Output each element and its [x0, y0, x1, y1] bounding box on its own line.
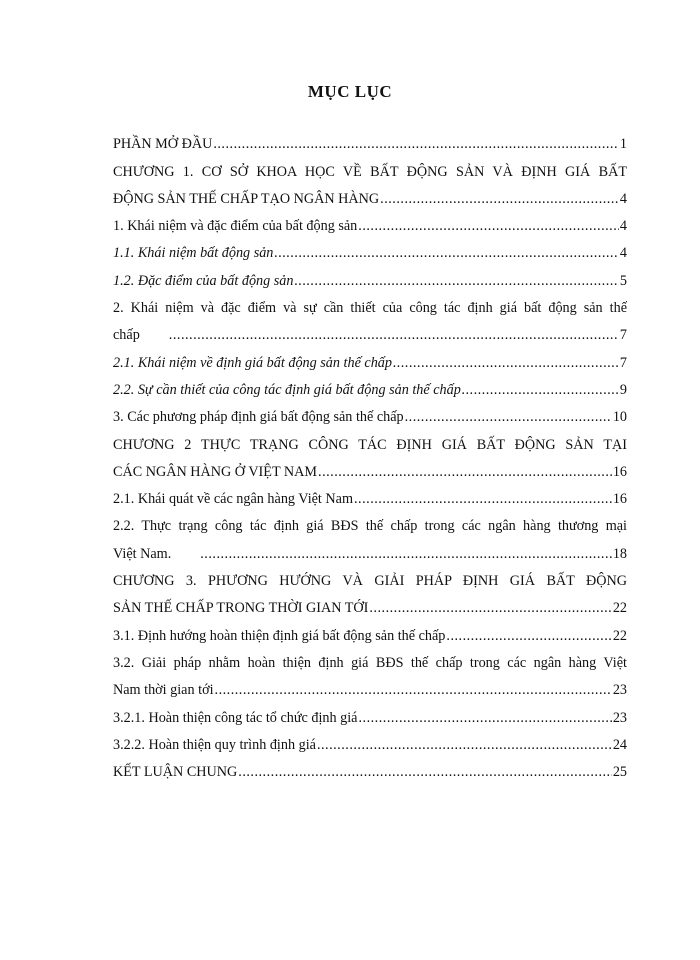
toc-entry-text: 2.1. Khái quát về các ngân hàng Việt Nam	[113, 491, 353, 508]
toc-page-number: 22	[612, 600, 627, 617]
dot-leader	[462, 381, 619, 399]
toc-page-number: 9	[619, 381, 627, 398]
toc-entry-text: 1.2. Đặc điểm của bất động sản	[113, 272, 294, 289]
toc-entry-muc2-2b-line1[interactable]	[113, 508, 627, 535]
toc-entry-text: 2.1. Khái niệm về định giá bất động sản thế chấp	[113, 354, 392, 371]
dot-leader	[380, 190, 619, 208]
toc-entry-muc1-1[interactable]	[113, 235, 627, 262]
toc-entry-muc3-1[interactable]	[113, 617, 627, 644]
toc-page-number: 23	[612, 682, 627, 699]
toc-entry-muc1-2[interactable]	[113, 262, 627, 289]
dot-leader	[294, 272, 618, 290]
toc-page-number: 16	[612, 491, 627, 508]
toc-entry-muc3[interactable]	[113, 399, 627, 426]
table-of-contents	[113, 126, 627, 781]
toc-entry-chuong3-line2[interactable]	[113, 590, 627, 617]
toc-entry-text: CHƯƠNG 2 THỰC TRẠNG CÔNG TÁC ĐỊNH GIÁ BẤT ĐỘNG SẢN TẠI	[113, 436, 627, 453]
toc-entry-text: 2.2. Thực trạng công tác định giá BĐS thế chấp trong các ngân hàng thương mại	[113, 518, 627, 535]
dot-leader	[354, 490, 612, 508]
toc-entry-muc2-line1[interactable]	[113, 290, 627, 317]
toc-entry-chuong3-line1[interactable]	[113, 563, 627, 590]
toc-entry-muc2-line2[interactable]	[113, 317, 627, 344]
dot-leader	[369, 599, 611, 617]
toc-entry-chuong1-line1[interactable]	[113, 153, 627, 180]
toc-entry-text: 3.2. Giải pháp nhằm hoàn thiện định giá BĐS thế chấp trong các ngân hàng Việt	[113, 654, 627, 671]
toc-entry-text: CÁC NGÂN HÀNG Ở VIỆT NAM	[113, 463, 318, 480]
toc-entry-chuong2-line1[interactable]	[113, 426, 627, 453]
toc-entry-text: KẾT LUẬN CHUNG	[113, 764, 238, 781]
toc-entry-phan-mo-dau[interactable]	[113, 126, 627, 153]
toc-page-number: 24	[612, 736, 627, 753]
toc-page-number: 16	[612, 463, 627, 480]
toc-page-number: 7	[619, 327, 627, 344]
toc-entry-text: 3.1. Định hướng hoàn thiện định giá bất động sản thế chấp	[113, 627, 446, 644]
toc-page-number: 22	[612, 627, 627, 644]
toc-page-number: 4	[619, 245, 627, 262]
dot-leader	[238, 763, 612, 781]
toc-entry-text: 1.1. Khái niệm bất động sản	[113, 245, 274, 262]
toc-entry-chuong1-line2[interactable]	[113, 181, 627, 208]
toc-entry-text: chấp	[113, 327, 140, 344]
toc-entry-muc3-2-line1[interactable]	[113, 645, 627, 672]
toc-entry-muc2-2[interactable]	[113, 372, 627, 399]
dot-leader	[215, 681, 612, 699]
dot-leader	[358, 709, 611, 727]
toc-page-number: 10	[612, 409, 627, 426]
toc-page-number: 7	[619, 354, 627, 371]
toc-entry-muc3-2-1[interactable]	[113, 699, 627, 726]
toc-entry-muc2-1[interactable]	[113, 344, 627, 371]
toc-entry-text: 3.2.2. Hoàn thiện quy trình định giá	[113, 736, 316, 753]
toc-page-number: 1	[619, 136, 627, 153]
toc-entry-muc1[interactable]	[113, 208, 627, 235]
toc-entry-chuong2-line2[interactable]	[113, 454, 627, 481]
toc-page-number: 4	[619, 218, 627, 235]
toc-entry-text: 3.2.1. Hoàn thiện công tác tổ chức định giá	[113, 709, 358, 726]
dot-leader	[169, 326, 619, 344]
toc-page-number: 4	[619, 190, 627, 207]
dot-leader	[274, 244, 619, 262]
toc-page-number: 18	[612, 545, 627, 562]
toc-entry-muc2-1b[interactable]	[113, 481, 627, 508]
toc-page-number: 5	[619, 272, 627, 289]
toc-entry-ket-luan[interactable]	[113, 754, 627, 781]
toc-entry-text: 2.2. Sự cần thiết của công tác định giá bất động sản thế chấp	[113, 381, 461, 398]
toc-entry-text: Việt Nam.	[113, 545, 172, 562]
dot-leader	[405, 408, 612, 426]
toc-entry-text: 2. Khái niệm và đặc điểm và sự cần thiết của công tác định giá bất động sản thế	[113, 300, 627, 317]
toc-entry-text: PHẦN MỞ ĐẦU	[113, 136, 213, 153]
toc-entry-text: Nam thời gian tới	[113, 682, 214, 699]
toc-entry-text: CHƯƠNG 1. CƠ SỞ KHOA HỌC VỀ BẤT ĐỘNG SẢN VÀ ĐỊNH GIÁ BẤT	[113, 163, 627, 180]
dot-leader	[393, 354, 619, 372]
page-title: MỤC LỤC	[307, 82, 393, 101]
dot-leader	[213, 135, 619, 153]
toc-entry-text: 3. Các phương pháp định giá bất động sản thế chấp	[113, 409, 404, 426]
dot-leader	[446, 627, 611, 645]
dot-leader	[317, 736, 612, 754]
toc-entry-text: 1. Khái niệm và đặc điểm của bất động sản	[113, 218, 358, 235]
toc-entry-text: SẢN THẾ CHẤP TRONG THỜI GIAN TỚI	[113, 600, 369, 617]
toc-entry-text: CHƯƠNG 3. PHƯƠNG HƯỚNG VÀ GIẢI PHÁP ĐỊNH GIÁ BẤT ĐỘNG	[113, 573, 627, 590]
toc-entry-muc3-2-2[interactable]	[113, 727, 627, 754]
toc-entry-muc3-2-line2[interactable]	[113, 672, 627, 699]
dot-leader	[200, 545, 612, 563]
toc-entry-text: ĐỘNG SẢN THẾ CHẤP TẠO NGÂN HÀNG	[113, 190, 380, 207]
dot-leader	[358, 217, 619, 235]
dot-leader	[318, 463, 612, 481]
toc-entry-muc2-2b-line2[interactable]	[113, 535, 627, 562]
toc-page-number: 25	[612, 764, 627, 781]
toc-page-number: 23	[612, 709, 627, 726]
